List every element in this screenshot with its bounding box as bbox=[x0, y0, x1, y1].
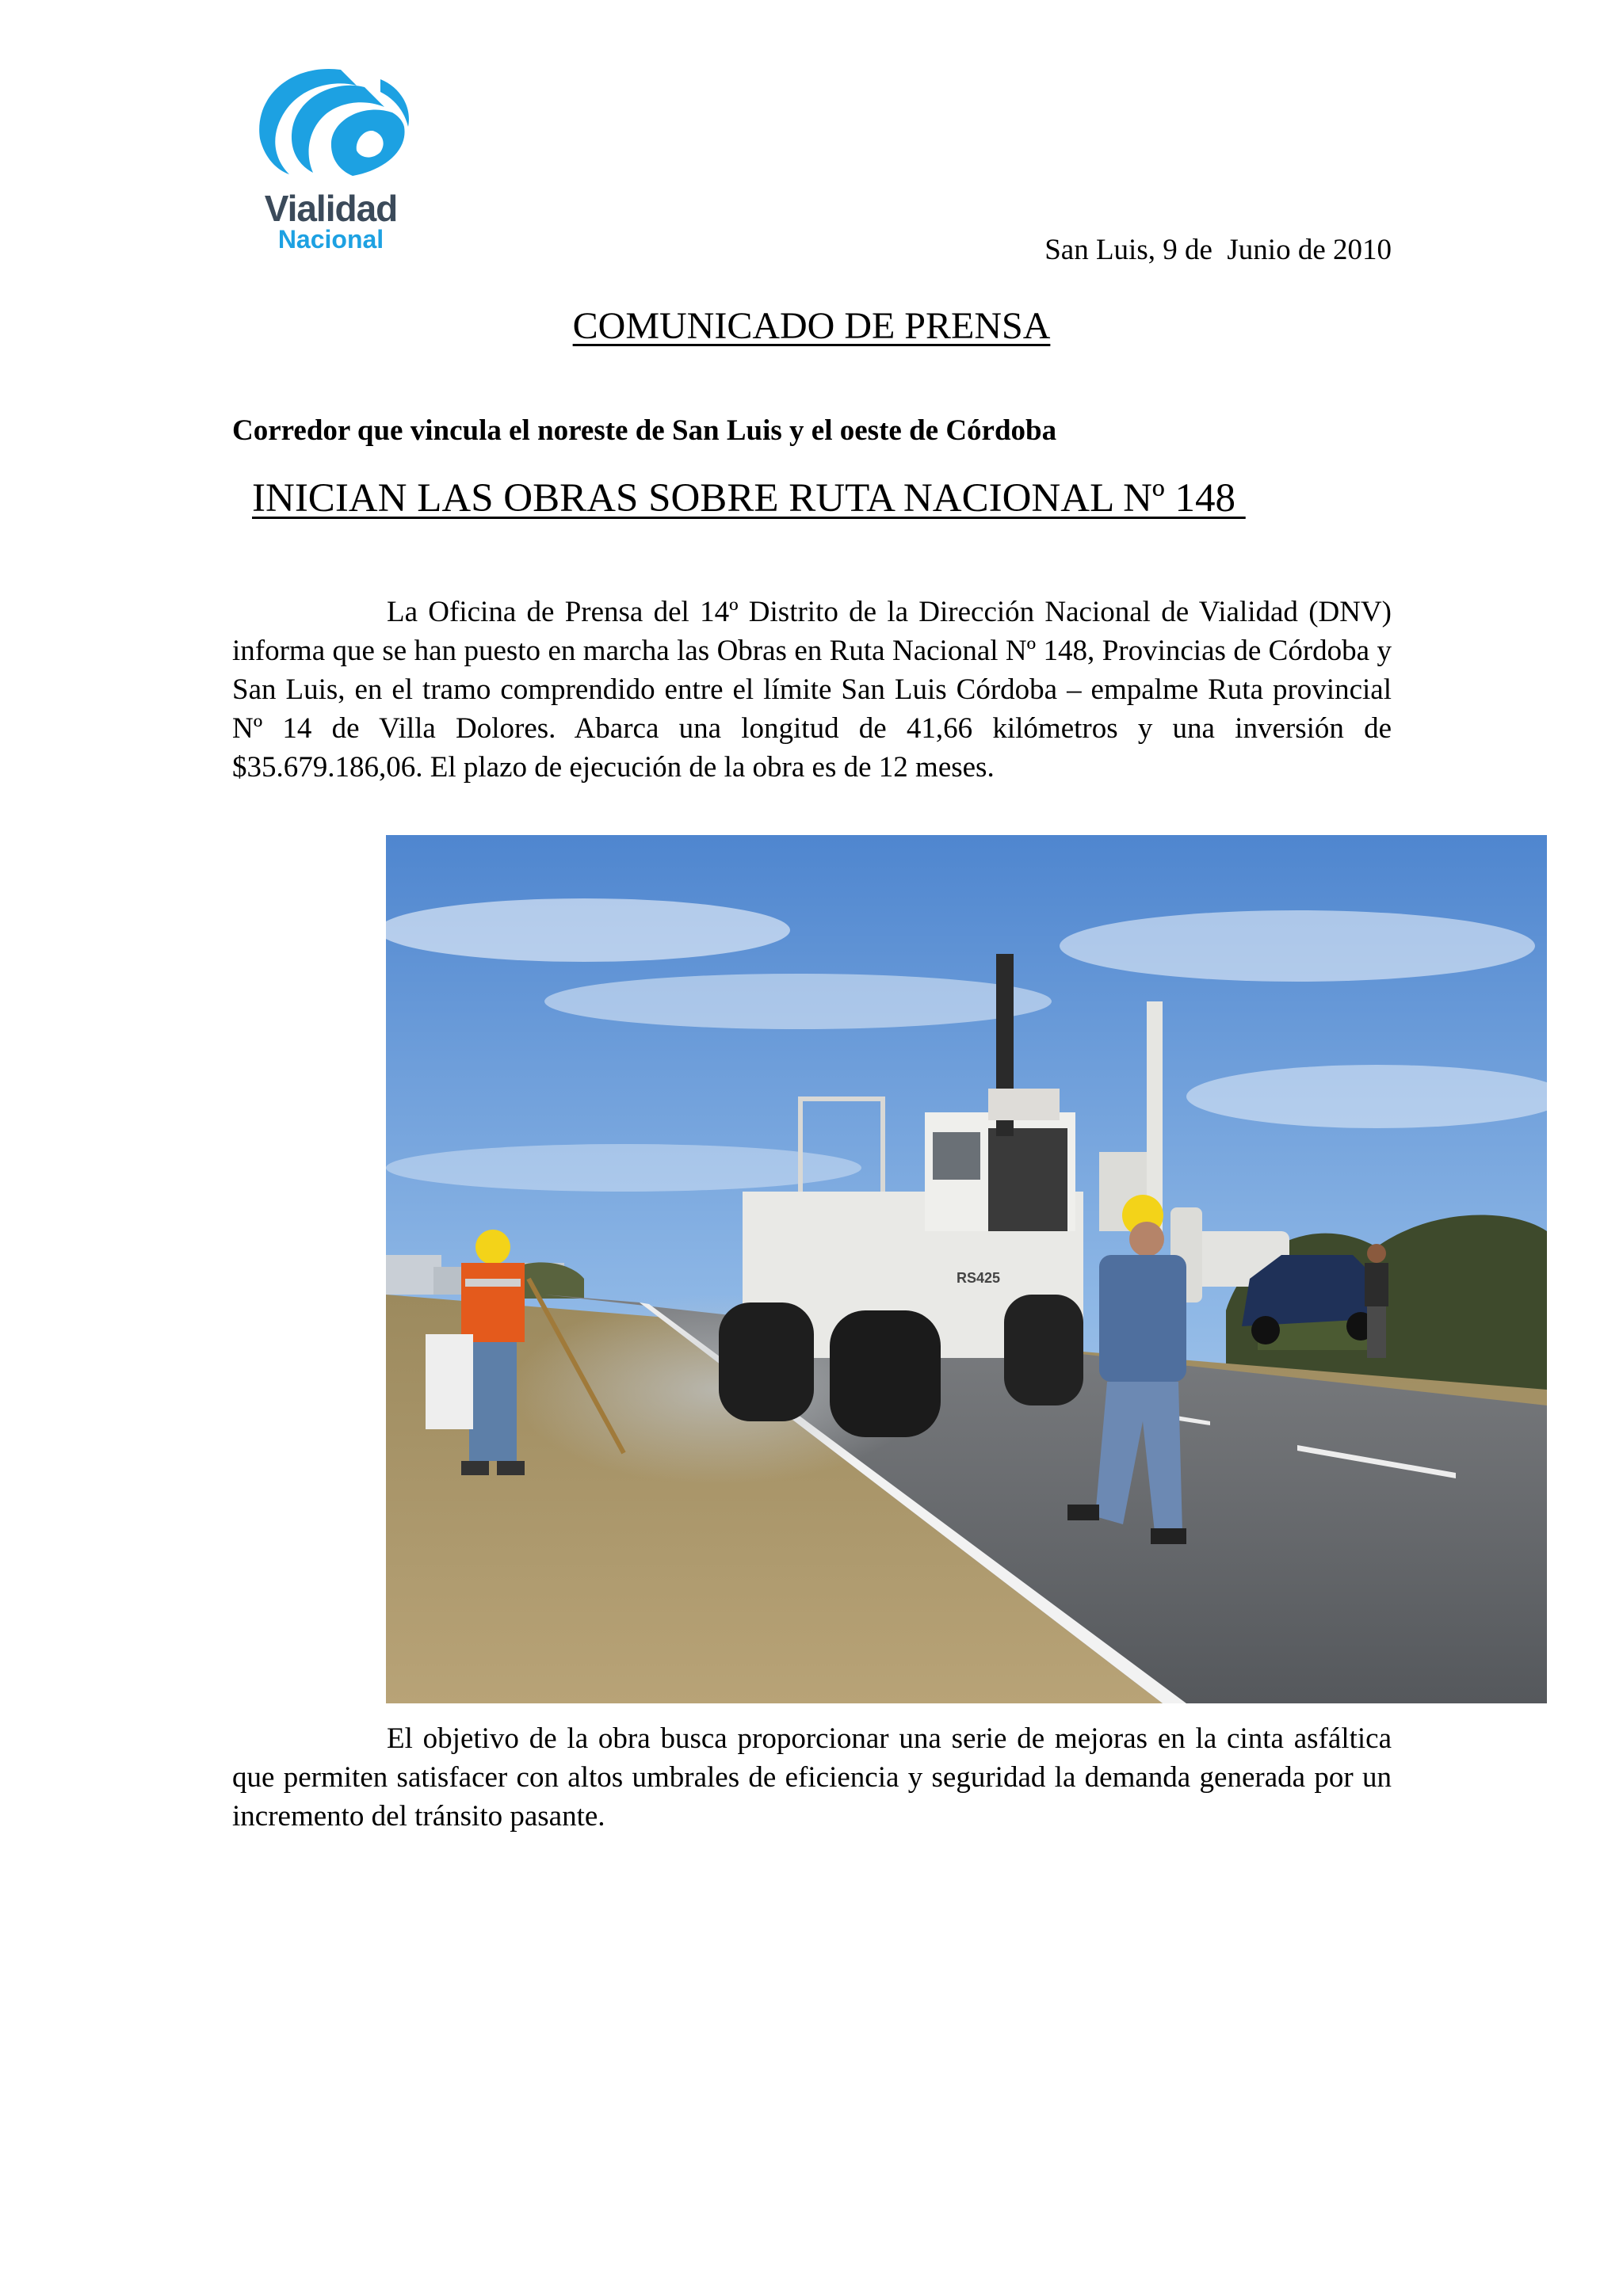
road-works-photo bbox=[386, 835, 1547, 1703]
headline: INICIAN LAS OBRAS SOBRE RUTA NACIONAL Nº 148 bbox=[252, 476, 1246, 521]
paragraph-intro: La Oficina de Prensa del 14º Distrito de la Dirección Nacional de Vialidad (DNV) informa que se han puesto en marcha las Obras en Ruta Nacional Nº 148, Provincias de Córdoba y San Luis, en el tramo comprendido entre el límite San Luis Córdoba – empalme Ruta provincial Nº 14 de Villa Dolores. Abarca una longitud de 41,66 kilómetros y una inversión de $35.679.186,06. El plazo de ejecución de la obra es de 12 meses. bbox=[232, 596, 1392, 784]
paragraph-objective: El objetivo de la obra busca proporcionar una serie de mejoras en la cinta asfáltica que permiten satisfacer con altos umbrales de eficiencia y seguridad la demanda generada por un incremento del tránsito pasante. bbox=[232, 1722, 1392, 1833]
logo-text-vialidad: Vialidad bbox=[264, 188, 398, 229]
vialidad-nacional-logo bbox=[246, 63, 416, 261]
logo-swoosh-icon bbox=[246, 63, 416, 190]
release-title: COMUNICADO DE PRENSA bbox=[572, 305, 1051, 347]
kicker-subtitle: Corredor que vincula el noreste de San Luis y el oeste de Córdoba bbox=[232, 414, 1057, 447]
machine-badge: RS425 bbox=[957, 1270, 1001, 1286]
document-date: San Luis, 9 de Junio de 2010 bbox=[1044, 234, 1392, 266]
logo-text-nacional: Nacional bbox=[277, 225, 384, 254]
